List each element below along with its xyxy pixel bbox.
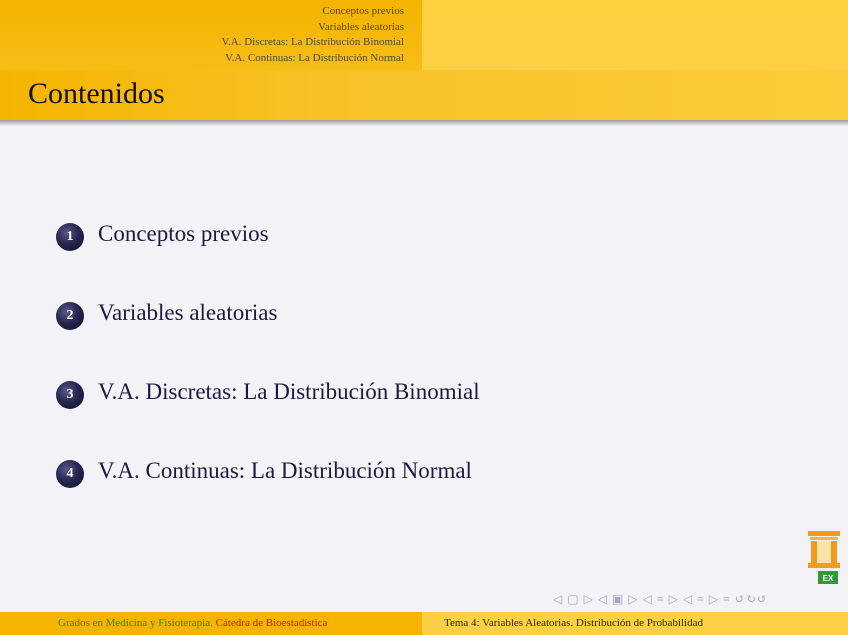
section-list bbox=[222, 4, 405, 66]
toc-item-label: Variables aleatorias bbox=[98, 300, 278, 325]
section-navigation-bar bbox=[0, 0, 848, 70]
footer-left bbox=[0, 612, 422, 635]
title-shadow bbox=[0, 120, 848, 126]
frame-title: Contenidos bbox=[28, 77, 165, 110]
toc-item-label: V.A. Discretas: La Distribución Binomial bbox=[98, 379, 480, 404]
section-link-variables-aleatorias[interactable]: Variables aleatorias bbox=[318, 20, 404, 33]
section-number-ball: 4 bbox=[56, 460, 84, 488]
section-link-va-discretas[interactable]: V.A. Discretas: La Distribución Binomial bbox=[221, 36, 404, 48]
footer-institution bbox=[58, 617, 327, 629]
section-navigation-right bbox=[422, 0, 848, 70]
footer-topic: Tema 4: Variables Aleatorias. Distribución de Probabilidad bbox=[444, 617, 703, 629]
section-navigation-left bbox=[0, 0, 422, 70]
section-number-ball: 3 bbox=[56, 381, 84, 409]
toc-item-label: Conceptos previos bbox=[98, 221, 269, 246]
footer-right bbox=[422, 612, 848, 635]
logo-text: EX bbox=[822, 574, 834, 583]
section-link-va-continuas[interactable]: V.A. Continuas: La Distribución Normal bbox=[225, 51, 404, 64]
section-number-ball: 2 bbox=[56, 302, 84, 330]
footer-degree: Grados en Medicina y Fisioterapia. bbox=[58, 617, 213, 629]
university-logo-icon bbox=[806, 527, 842, 587]
toc-item-label: V.A. Continuas: La Distribución Normal bbox=[98, 458, 472, 483]
section-number-ball: 1 bbox=[56, 223, 84, 251]
footer-department: Cátedra de Bioestadística bbox=[215, 617, 328, 629]
section-link-conceptos-previos[interactable]: Conceptos previos bbox=[322, 5, 404, 17]
navigation-symbols[interactable]: ◁ ▢ ▷ ◁ ▣ ▷ ◁ ≡ ▷ ◁ ≡ ▷ ≡ ↺↻↺ bbox=[553, 592, 768, 606]
frame-title-bar bbox=[0, 70, 848, 120]
